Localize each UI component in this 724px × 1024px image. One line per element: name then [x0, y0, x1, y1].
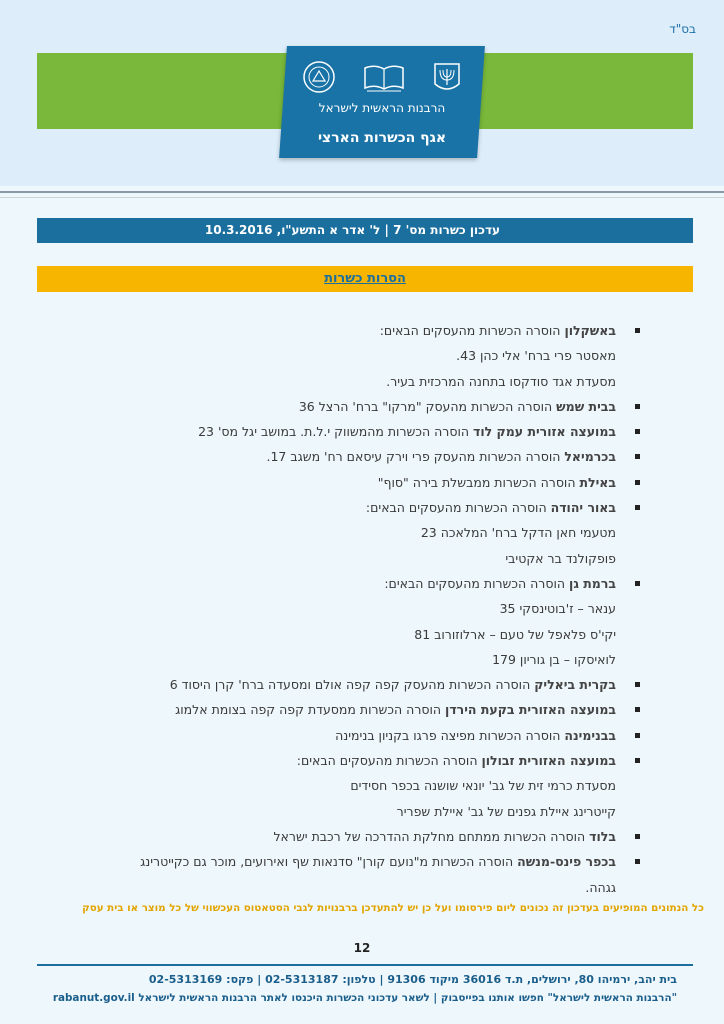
- item-text: יקי'ס פלאפל של טעם – ארלוזורוב 81: [414, 626, 616, 642]
- item-text: מסעדת אגד סודקסו בתחנה המרכזית בעיר.: [386, 373, 616, 389]
- list-item-detail: [40, 799, 640, 824]
- item-place: במועצה האזורית זבולון: [481, 753, 616, 769]
- item-place: באשקלון: [564, 323, 616, 338]
- item-text: לואיסקו – בן גוריון 179: [492, 651, 616, 667]
- item-place: בבית שמש: [556, 398, 616, 414]
- open-book-icon: [361, 60, 407, 94]
- item-text: ענאר – ז'בוטינסקי 35: [499, 601, 616, 617]
- list-item: [40, 470, 640, 495]
- item-text: מסעדת כרמי זית של גב' יונאי שושנה בכפר חסידים: [350, 778, 616, 794]
- bullet-icon: [635, 758, 640, 763]
- item-text: קייטרינג איילת גפנים של גב' איילת שפריר: [396, 803, 616, 819]
- list-item: [40, 571, 640, 596]
- logo-icons: [302, 56, 462, 98]
- section-title-bar: [37, 266, 693, 292]
- bullet-icon: [635, 505, 640, 510]
- dept-name: אגף הכשרות הארצי: [317, 130, 447, 146]
- menorah-emblem-icon: [432, 60, 462, 94]
- list-item-detail: [40, 343, 640, 368]
- item-place: בכרמיאל: [564, 449, 616, 465]
- bullet-icon: [635, 404, 640, 409]
- list-item: [40, 748, 640, 773]
- list-item-detail: [40, 647, 640, 672]
- list-item-detail: [40, 520, 640, 545]
- bullet-icon: [635, 707, 640, 712]
- item-place: בכפר פינס-מנשה: [517, 854, 616, 870]
- bullet-icon: [635, 581, 640, 586]
- item-place: באילת: [579, 474, 616, 490]
- item-text: הוסרה הכשרות מהעסק קפה קפה אולם ומסעדה ברח' קרן היסוד 6: [169, 677, 535, 693]
- list-item: [40, 849, 640, 874]
- list-item-detail: [40, 369, 640, 394]
- item-text: פופקולנד בר אקטיבי: [505, 550, 616, 566]
- bullet-icon: [635, 480, 640, 485]
- bsd-mark: בס"ד: [669, 22, 696, 36]
- list-item: [40, 723, 640, 748]
- page-number: 12: [353, 941, 371, 955]
- header-divider-thin: [0, 197, 724, 198]
- list-item-detail: [40, 875, 640, 900]
- list-item-detail: [40, 622, 640, 647]
- item-place: בקרית ביאליק: [534, 677, 616, 693]
- item-place: במועצה האזורית בקעת הירדן: [445, 702, 616, 718]
- list-item: [40, 444, 640, 469]
- item-place: באור יהודה: [550, 500, 616, 516]
- list-item: [40, 672, 640, 697]
- item-text: הוסרה הכשרות ממבשלת בירה "סוף": [377, 474, 580, 490]
- list-item: [40, 394, 640, 419]
- item-text: הוסרה הכשרות ממתחם מחלקת ההדרכה של רכבת ישראל: [273, 828, 590, 844]
- list-item: [40, 419, 640, 444]
- section-title: הסרות כשרות: [324, 271, 406, 286]
- footer-links: "הרבנות הראשית לישראל" חפשו אותנו בפייסבוק | לשאר עדכוני הכשרות היכנסו לאתר הרבנות הראשית לישראל rabanut.gov.il: [52, 992, 677, 1004]
- footer-divider: [37, 964, 693, 966]
- bullet-icon: [635, 454, 640, 459]
- org-name: הרבנות הראשית לישראל: [318, 101, 446, 115]
- item-text: הוסרה הכשרות מהעסק פרי וירק עיסאם רח' משגב 17.: [266, 449, 565, 465]
- list-item-detail: [40, 596, 640, 621]
- item-text: הוסרה הכשרות מפיצה פרגו בקניון בנימינה: [335, 727, 565, 743]
- disclaimer: כל הנתונים המופיעים בעדכון זה נכונים ליום פירסומו ועל כן יש להתעדכן ברבנויות לגבי הסטאטוס העכשווי של כל מוצר או בית עסק: [82, 902, 704, 914]
- bullet-icon: [635, 429, 640, 434]
- item-text: הוסרה הכשרות מ"נועם קורן" סדנאות שף ואירועים, מוכר גם כקייטרינג: [140, 854, 518, 870]
- item-place: ברמת גן: [569, 575, 616, 591]
- item-text: הוסרה הכשרות מהעסק "מרקו" ברח' הרצל 36: [298, 398, 557, 414]
- item-text: הוסרה הכשרות מהעסקים הבאים:: [384, 575, 570, 591]
- item-list: [40, 318, 640, 900]
- header-divider: [0, 191, 724, 193]
- item-place: בלוד: [589, 828, 616, 844]
- item-place: במועצה אזורית עמק לוד: [472, 424, 616, 440]
- rabbinate-seal-icon: [302, 60, 336, 94]
- item-text: הוסרה הכשרות מהעסקים הבאים:: [296, 753, 482, 769]
- list-item: [40, 495, 640, 520]
- list-item: [40, 318, 640, 343]
- list-item-detail: [40, 546, 640, 571]
- bullet-icon: [635, 834, 640, 839]
- list-item: [40, 697, 640, 722]
- item-text: הוסרה הכשרות מהעסקים הבאים:: [365, 500, 551, 516]
- item-place: בבנימינה: [564, 727, 616, 743]
- list-item: [40, 824, 640, 849]
- item-text: הוסרה הכשרות מהעסקים הבאים:: [379, 323, 565, 338]
- item-text: מטעמי חאן הדקל ברח' המלאכה 23: [420, 525, 616, 541]
- item-text: הוסרה הכשרות ממסעדת קפה קפה בצומת אלמוג: [175, 702, 446, 718]
- footer-address: בית יהב, ירמיהו 80, ירושלים, ת.ד 36016 מיקוד 91306 | טלפון: 02-5313187 | פקס: 02-5313169: [148, 973, 677, 986]
- update-bar: עדכון כשרות מס' 7 | ל' אדר א התשע"ו, 10.3.2016: [37, 218, 693, 243]
- item-text: הוסרה הכשרות מהמשווק י.ל.ת. במושב יגל מס' 23: [198, 424, 473, 440]
- bullet-icon: [635, 682, 640, 687]
- list-item-detail: [40, 773, 640, 798]
- bullet-icon: [635, 859, 640, 864]
- item-text: מאסטר פרי ברח' אלי כהן 43.: [456, 348, 616, 364]
- bullet-icon: [635, 733, 640, 738]
- item-text: גגהה.: [585, 879, 616, 895]
- bullet-icon: [635, 328, 640, 333]
